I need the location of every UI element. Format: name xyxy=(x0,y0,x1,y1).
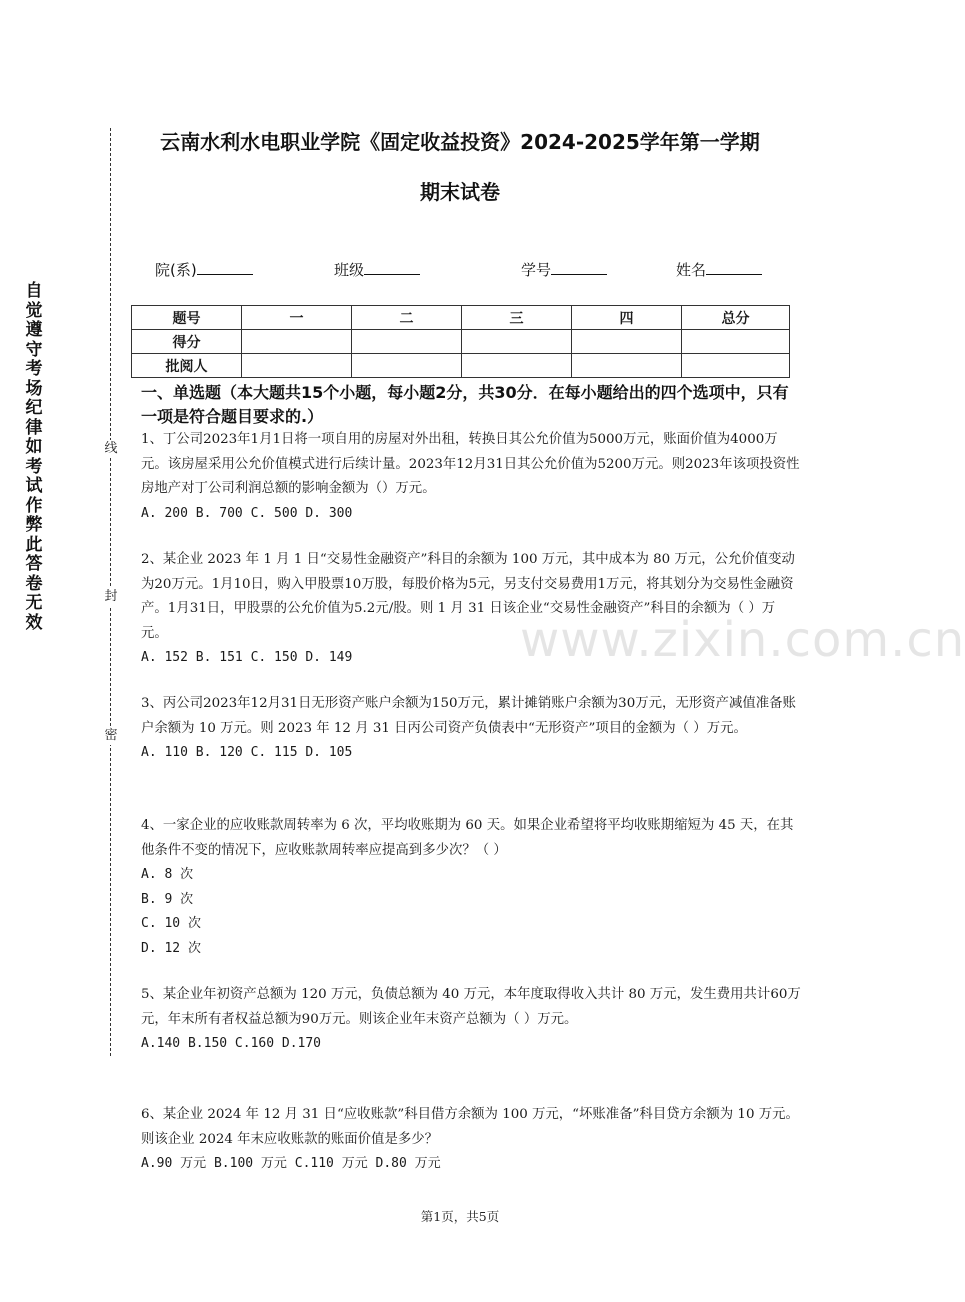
page-footer: 第1页，共5页 xyxy=(420,1209,500,1224)
score-table xyxy=(131,305,790,378)
question-text: 6、某企业 2024 年 12 月 31 日“应收账款”科目借方余额为 100 万元，“坏账准备”科目贷方余额为 10 万元。则该企业 2024 年末应收账款的账面价值是多少？ xyxy=(141,1107,799,1147)
score-cell[interactable] xyxy=(682,330,790,354)
score-cell[interactable] xyxy=(462,330,572,354)
question-option: B. 9 次 xyxy=(141,891,194,907)
question-options: A. 110 B. 120 C. 115 D. 105 xyxy=(141,745,353,760)
grader-cell[interactable] xyxy=(682,354,790,378)
question-options: A.90 万元 B.100 万元 C.110 万元 D.80 万元 xyxy=(141,1156,441,1171)
table-header-cell: 总分 xyxy=(682,306,790,330)
binding-char-mi: 密 xyxy=(101,727,121,745)
question-option: C. 10 次 xyxy=(141,916,201,931)
binding-char-feng: 封 xyxy=(101,588,121,606)
grader-cell[interactable] xyxy=(572,354,682,378)
question-5 xyxy=(141,983,801,1057)
row-label-score: 得分 xyxy=(132,330,242,354)
question-6 xyxy=(141,1103,801,1177)
question-1 xyxy=(141,428,801,526)
table-header-cell: 四 xyxy=(572,306,682,330)
question-options: A.140 B.150 C.160 D.170 xyxy=(141,1036,322,1051)
side-notice: 自觉遵守考场纪律如考试作弊此答卷无效 xyxy=(25,281,43,633)
question-text: 3、丙公司2023年12月31日无形资产账户余额为150万元，累计摊销账户余额为30万元，无形资产减值准备账户余额为 10 万元。则 2023 年 12 月 31 日丙公司资产负债表中“无形资产”项目的金额为（ ）万元。 xyxy=(141,696,796,736)
question-options: A. 200 B. 700 C. 500 D. 300 xyxy=(141,505,353,521)
binding-char-xian: 线 xyxy=(101,440,121,458)
score-cell[interactable] xyxy=(242,330,352,354)
dept-field[interactable]: 院(系) xyxy=(155,259,253,280)
table-header-cell: 题号 xyxy=(132,306,242,330)
student-id-field[interactable]: 学号 xyxy=(521,259,607,280)
question-text: 4、一家企业的应收账款周转率为 6 次，平均收账期为 60 天。如果企业希望将平均收账期缩短为 45 天，在其他条件不变的情况下，应收账款周转率应提高到多少次？（ ） xyxy=(141,818,794,858)
question-option: D. 12 次 xyxy=(141,940,201,956)
table-header-cell: 三 xyxy=(462,306,572,330)
exam-title-line2: 期末试卷 xyxy=(420,180,500,204)
score-table-header-row xyxy=(132,306,790,330)
exam-title-line1: 云南水利水电职业学院《固定收益投资》2024-2025学年第一学期 xyxy=(160,130,760,154)
section-heading: 一、单选题（本大题共15个小题，每小题2分，共30分．在每小题给出的四个选项中，只有一项是符合题目要求的.） xyxy=(141,383,789,426)
grader-cell[interactable] xyxy=(462,354,572,378)
watermark: www.zixin.com.cn xyxy=(520,612,965,668)
row-label-grader: 批阅人 xyxy=(132,354,242,378)
question-option: A. 8 次 xyxy=(141,867,194,882)
table-row xyxy=(132,354,790,378)
question-text: 5、某企业年初资产总额为 120 万元，负债总额为 40 万元，本年度取得收入共计 80 万元，发生费用共计60万元，年末所有者权益总额为90万元。则该企业年末资产总额为（ ）万元。 xyxy=(141,987,801,1027)
score-cell[interactable] xyxy=(572,330,682,354)
grader-cell[interactable] xyxy=(242,354,352,378)
question-options: A. 152 B. 151 C. 150 D. 149 xyxy=(141,650,353,665)
question-text: 1、丁公司2023年1月1日将一项自用的房屋对外出租，转换日其公允价值为5000万元，账面价值为4000万元。该房屋采用公允价值模式进行后续计量。2023年12月31日其公允价值为5200万元。则2023年该项投资性房地产对丁公司利润总额的影响金额为（）万元。 xyxy=(141,432,800,496)
class-field[interactable]: 班级 xyxy=(334,259,420,280)
question-4 xyxy=(141,814,801,961)
question-text: 2、某企业 2023 年 1 月 1 日“交易性金融资产”科目的余额为 100 万元，其中成本为 80 万元，公允价值变动为20万元。1月10日，购入甲股票10万股，每股价格为5元，另支付交易费用1万元，将其划分为交易性金融资产。1月31日，甲股票的公允价值为5.2元/股。则 1 月 31 日该企业“交易性金融资产”科目的余额为（ ）万元。 xyxy=(141,552,795,641)
score-cell[interactable] xyxy=(352,330,462,354)
question-3 xyxy=(141,692,801,766)
table-row xyxy=(132,330,790,354)
student-info-row xyxy=(0,259,920,281)
table-header-cell: 一 xyxy=(242,306,352,330)
grader-cell[interactable] xyxy=(352,354,462,378)
name-field[interactable]: 姓名 xyxy=(676,259,762,280)
table-header-cell: 二 xyxy=(352,306,462,330)
